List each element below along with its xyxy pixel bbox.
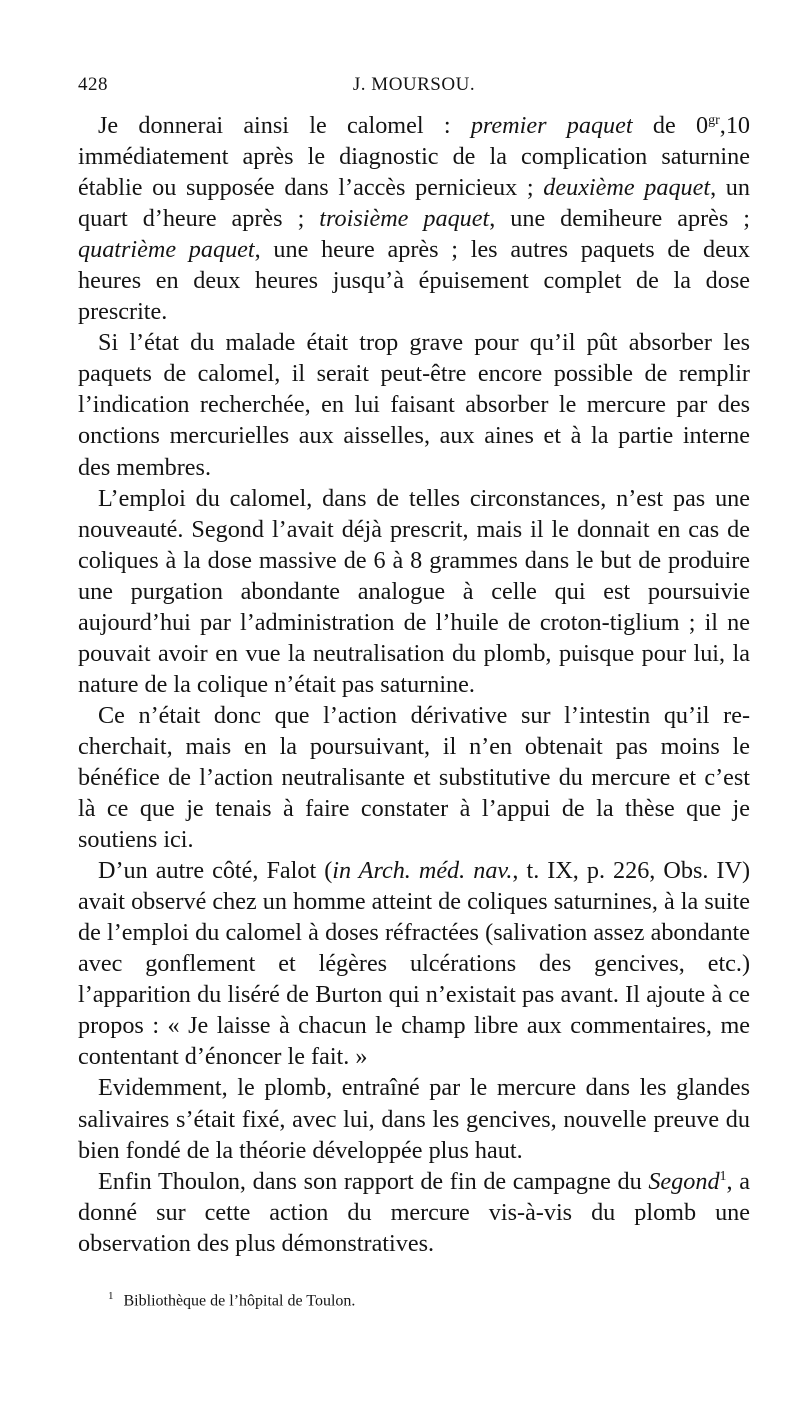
text-run: ,10 immédiatement après le diagnostic de la complication saturnine établie ou supposée dans l’accès pernicieux ; <box>78 112 750 202</box>
text-run: de 0 <box>632 112 709 139</box>
page-number: 428 <box>78 74 108 95</box>
paragraph <box>78 1166 750 1259</box>
running-title: J. MOURSOU. <box>352 74 476 95</box>
text-run: , un quart d’heure après ; <box>78 174 750 233</box>
page-header <box>78 70 750 100</box>
paragraph <box>78 483 750 700</box>
body-text <box>78 110 750 1259</box>
footnote-text: Bibliothèque de l’hôpital de Toulon. <box>123 1292 356 1310</box>
paragraph <box>78 110 750 327</box>
italic-text: premier paquet <box>470 112 633 139</box>
text-run: , a donné sur cette action du mercure vis-à-vis du plomb une observation des plus démonstratives. <box>78 1167 750 1257</box>
text-run: Enfin Thoulon, dans son rapport de fin de campagne du <box>98 1167 649 1195</box>
text-run: D’un autre côté, Falot ( <box>98 857 333 885</box>
text-run: Ce n’était donc que l’action dérivative sur l’intestin qu’il recherchait, mais en la poursuivant, il n’en obtenait pas moins le bénéfice de l’action neutralisante et substitutive du mercure et c’est là ce que je tenais à faire constater à l’appui de la thèse que je soutiens ici. <box>78 701 750 854</box>
text-run: , une heure après ; les autres paquets de deux heures en deux heures jusqu’à épuisement complet de la dose prescrite. <box>78 236 750 326</box>
italic-text: troisième paquet <box>319 205 490 233</box>
italic-text: deuxième paquet <box>543 174 711 202</box>
footnote <box>108 1290 708 1310</box>
superscript: 1 <box>719 1168 727 1184</box>
italic-text: quatrième paquet <box>78 236 255 264</box>
text-run: Evidemment, le plomb, entraîné par le mercure dans les glandes salivaires s’était fixé, avec lui, dans les gencives, nouvelle preuve du bien fondé de la théorie développée plus haut. <box>78 1074 750 1164</box>
paragraph <box>78 700 750 855</box>
paragraph <box>78 855 750 1072</box>
paragraph <box>78 327 750 482</box>
text-run: Je donnerai ainsi le calomel : <box>98 112 471 139</box>
text-run: , t. IX, p. 226, Obs. IV) avait observé chez un homme atteint de coliques saturnines, à la suite de l’emploi du calomel à doses réfractées (salivation assez abondante avec gonflement et légères ulcérations des gencives, etc.) l’apparition du liséré de Burton qui n’existait pas avant. Il ajoute à ce propos : « Je laisse à chacun le champ libre aux commentaires, me contentant d’énoncer le fait. » <box>78 857 750 1071</box>
text-run: Si l’état du malade était trop grave pour qu’il pût absorber les paquets de calomel, il serait peut-être encore possible de remplir l’indication recherchée, en lui faisant absorber le mercure par des onctions mercurielles aux aisselles, aux aines et à la partie interne des membres. <box>78 329 750 481</box>
paragraph <box>78 1072 750 1165</box>
italic-text: Segond <box>648 1167 720 1195</box>
text-run: L’emploi du calomel, dans de telles circonstances, n’est pas une nouveauté. Segond l’avait déjà prescrit, mais il le donnait en cas de coliques à la dose massive de 6 à 8 grammes dans le but de produire une purgation abondante analogue à celle qui est poursuivie aujourd’hui par l’administration de l’huile de croton-tiglium ; il ne pouvait avoir en vue la neutralisation du plomb, puisque pour lui, la nature de la colique n’était pas saturnine. <box>78 484 750 698</box>
footnote-marker: 1 <box>108 1290 114 1302</box>
superscript: gr <box>708 112 720 128</box>
text-run: , une demiheure après ; <box>489 205 750 233</box>
italic-text: in Arch. méd. nav. <box>332 857 513 885</box>
